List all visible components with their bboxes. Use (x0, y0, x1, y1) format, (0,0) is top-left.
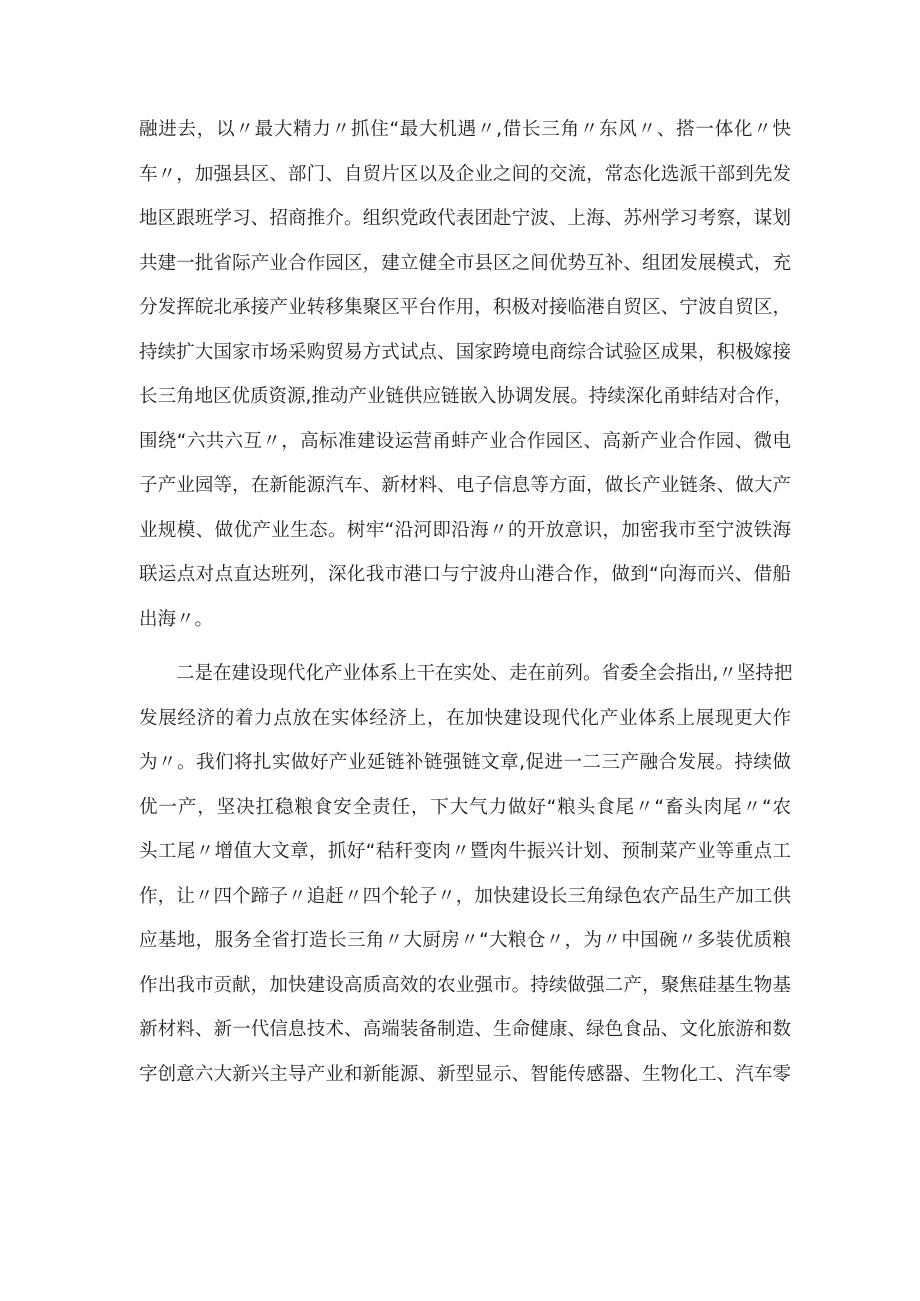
document-body (139, 108, 791, 1097)
text-line: 地区跟班学习、招商推介。组织党政代表团赴宁波、上海、苏州学习考察，谋划 (139, 208, 791, 229)
text-line: 作，让〃四个蹄子〃追赶〃四个轮子〃，加快建设长三角绿色农产品生产加工供 (139, 885, 791, 907)
text-line: 子产业园等，在新能源汽车、新材料、电子信息等方面，做长产业链条、做大产 (139, 475, 791, 496)
text-line: 二是在建设现代化产业体系上干在实处、走在前列。省委全会指出,〃坚持把 (176, 663, 793, 684)
text-line: 长三角地区优质资源,推动产业链供应链嵌入协调发展。持续深化甬蚌结对合作， (139, 386, 793, 407)
text-line: 优一产，坚决扛稳粮食安全责任，下大气力做好“粮头食尾〃“畜头肉尾〃“农 (139, 796, 791, 818)
text-line: 联运点对点直达班列，深化我市港口与宁波舟山港合作，做到“向海而兴、借船 (139, 564, 791, 585)
text-line: 共建一批省际产业合作园区，建立健全市县区之间优势互补、组团发展模式，充 (139, 252, 791, 274)
text-line: 分发挥皖北承接产业转移集聚区平台作用，积极对接临港自贸区、宁波自贸区， (139, 297, 791, 318)
paragraph-1 (139, 108, 791, 642)
text-line: 围绕“六共六互〃，高标准建设运营甬蚌产业合作园区、高新产业合作园、微电 (139, 430, 791, 452)
text-line: 持续扩大国家市场采购贸易方式试点、国家跨境电商综合试验区成果，积极嫁接 (139, 341, 791, 363)
text-line: 发展经济的着力点放在实体经济上，在加快建设现代化产业体系上展现更大作 (139, 707, 791, 729)
text-line: 新材料、新一代信息技术、高端装备制造、生命健康、绿色食品、文化旅游和数 (139, 1019, 791, 1040)
text-line: 头工尾〃增值大文章，抓好“秸秆变肉〃暨肉牛振兴计划、预制菜产业等重点工 (139, 841, 791, 862)
text-line: 应基地，服务全省打造长三角〃大厨房〃“大粮仓〃，为〃中国碗〃多装优质粮 (139, 930, 791, 951)
paragraph-2 (139, 652, 791, 1097)
text-line: 字创意六大新兴主导产业和新能源、新型显示、智能传感器、生物化工、汽车零 (139, 1063, 791, 1085)
paragraph-spacer (139, 642, 791, 652)
text-line: 出海〃。 (139, 608, 214, 630)
text-line: 车〃，加强县区、部门、自贸片区以及企业之间的交流，常态化选派干部到先发 (139, 163, 791, 185)
text-line: 业规模、做优产业生态。树牢“沿河即沿海〃的开放意识，加密我市至宁波铁海 (139, 519, 791, 541)
text-line: 为〃。我们将扎实做好产业延链补链强链文章,促进一二三产融合发展。持续做 (139, 752, 791, 773)
text-line: 作出我市贡献，加快建设高质高效的农业强市。持续做强二产，聚焦硅基生物基 (139, 974, 791, 996)
text-line: 融进去，以〃最大精力〃抓住“最大机遇〃,借长三角〃东风〃、搭一体化〃快 (139, 119, 791, 140)
